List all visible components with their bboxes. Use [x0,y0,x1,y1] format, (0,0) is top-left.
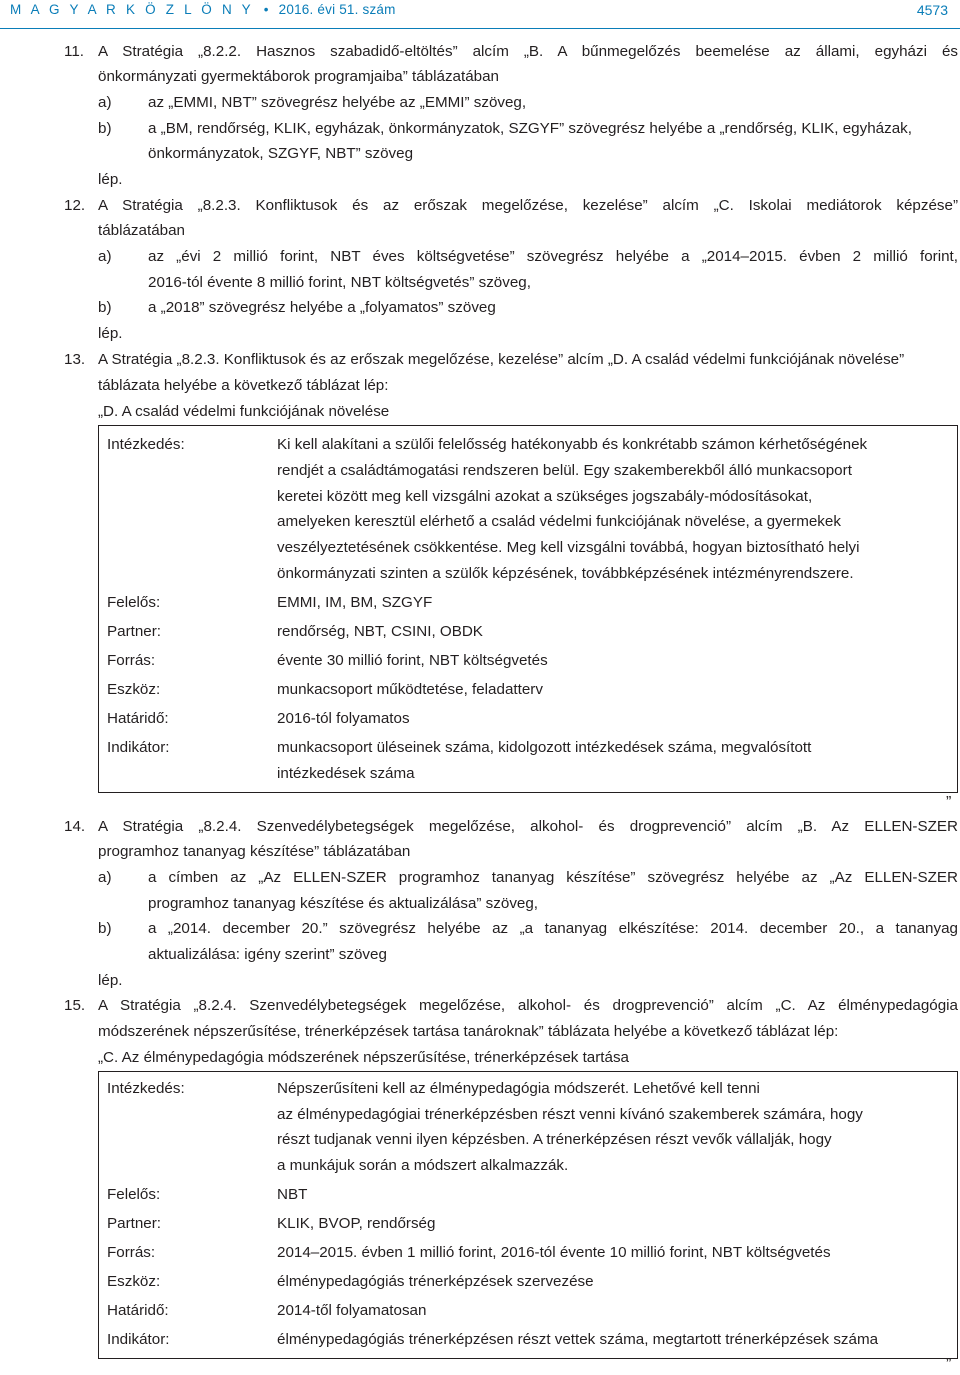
header-divider [0,28,960,29]
list-item-text: a „2018” szövegrész helyébe a „folyamatos” szöveg [148,299,496,316]
indikator-value: élménypedagógiás trénerképzésen részt vettek száma, megtartott trénerképzések száma [277,1331,879,1348]
eszkoz-label: Eszköz: [107,1273,161,1290]
paragraph-line: A Stratégia „8.2.3. Konfliktusok és az erőszak megelőzése, kezelése” alcím „C. Iskolai mediátorok képzése” [98,197,958,214]
closing-quote: ” [946,1356,952,1373]
hatarido-label: Határidő: [107,710,169,727]
paragraph-line: táblázatában [98,222,185,239]
partner-label: Partner: [107,1215,162,1232]
intezkedes-label: Intézkedés: [107,436,185,453]
intezkedes-line: Ki kell alakítani a szülői felelősség hatékonyabb és konkrétabb számon kérhetőségének [277,436,868,453]
list-item-text: 2016-tól évente 8 millió forint, NBT költségvetés” szöveg, [148,274,531,291]
list-label: a) [98,869,112,886]
intezkedes-line: veszélyeztetésének csökkentése. Meg kell vizsgálni továbbá, hogyan biztosítható helyi [277,539,860,556]
felelos-label: Felelős: [107,1186,161,1203]
list-label: b) [98,920,112,937]
item-number: 12. [64,197,86,214]
eszkoz-label: Eszköz: [107,681,161,698]
journal-name: M A G Y A R K Ö Z L Ö N Y [10,2,254,17]
eszkoz-value: élménypedagógiás trénerképzések szervezése [277,1273,594,1290]
page-number: 4573 [916,2,948,18]
indikator-label: Indikátor: [107,739,170,756]
lep-text: lép. [98,325,123,342]
paragraph-line: A Stratégia „8.2.4. Szenvedélybetegségek megelőzése, alkohol- és drogprevenció” alcím „B. Az ELLEN-SZER [98,818,958,835]
partner-label: Partner: [107,623,162,640]
felelos-value: EMMI, IM, BM, SZGYF [277,594,433,611]
item-number: 15. [64,997,86,1014]
list-item-text: önkormányzatok, SZGYF, NBT” szöveg [148,145,414,162]
paragraph-line: módszerének népszerűsítése, trénerképzések tartása tanároknak” táblázata helyébe a következő táblázat lép: [98,1023,839,1040]
lep-text: lép. [98,972,123,989]
list-label: b) [98,299,112,316]
intezkedes-line: amelyeken keresztül elérhető a család védelmi funkciójának növelése, a gyermekek [277,513,841,530]
paragraph-line: önkormányzati gyermektáborok programjaiba” táblázatában [98,68,499,85]
header-bullet: • [263,2,269,17]
table-title: „D. A család védelmi funkciójának növelése [98,403,390,420]
paragraph-line: A Stratégia „8.2.4. Szenvedélybetegségek megelőzése, alkohol- és drogprevenció” alcím „C. Az élménypedagógia [98,997,958,1014]
partner-value: KLIK, BVOP, rendőrség [277,1215,436,1232]
item-number: 13. [64,351,86,368]
intezkedes-label: Intézkedés: [107,1080,185,1097]
list-label: a) [98,94,112,111]
table-title: „C. Az élménypedagógia módszerének népszerűsítése, trénerképzések tartása [98,1049,630,1066]
list-label: b) [98,120,112,137]
list-label: a) [98,248,112,265]
list-item-text: az „évi 2 millió forint, NBT éves költségvetése” szövegrész helyébe a „2014–2015. évben 2 millió forint, [148,248,958,265]
indikator-line: intézkedések száma [277,765,415,782]
paragraph-line: programhoz tananyag készítése” táblázatában [98,843,411,860]
forras-label: Forrás: [107,1244,156,1261]
intezkedes-line: rendjét a családtámogatási rendszeren belül. Egy szakemberekből álló munkacsoport [277,462,852,479]
forras-value: 2014–2015. évben 1 millió forint, 2016-tól évente 10 millió forint, NBT költségvetés [277,1244,831,1261]
paragraph-line: A Stratégia „8.2.3. Konfliktusok és az erőszak megelőzése, kezelése” alcím „D. A család védelmi funkciójának növelése” [98,351,905,368]
felelos-value: NBT [277,1186,308,1203]
eszkoz-value: munkacsoport működtetése, feladatterv [277,681,543,698]
item-number: 11. [64,43,84,60]
list-item-text: a „BM, rendőrség, KLIK, egyházak, önkormányzatok, SZGYF” szövegrész helyébe a „rendőrség, KLIK, egyházak, [148,120,912,137]
list-item-text: a „2014. december 20.” szövegrész helyébe az „a tananyag elkészítése: 2014. december 20., a tananyag [148,920,958,937]
hatarido-value: 2014-től folyamatosan [277,1302,427,1319]
intezkedes-line: önkormányzati szinten a szülők képzésének, továbbképzésének intézményrendszere. [277,565,854,582]
indikator-line: munkacsoport üléseinek száma, kidolgozott intézkedések száma, megvalósított [277,739,812,756]
intezkedes-line: az élménypedagógiai trénerképzésben részt venni kívánó szakemberek számára, hogy [277,1106,863,1123]
indikator-label: Indikátor: [107,1331,170,1348]
intezkedes-line: keretei között meg kell vizsgálni azokat a szükséges jogszabály-módosításokat, [277,488,813,505]
intezkedes-line: Népszerűsíteni kell az élménypedagógia módszerét. Lehetővé kell tenni [277,1080,760,1097]
list-item-text: az „EMMI, NBT” szövegrész helyébe az „EMMI” szöveg, [148,94,527,111]
partner-value: rendőrség, NBT, CSINI, OBDK [277,623,483,640]
forras-value: évente 30 millió forint, NBT költségvetés [277,652,548,669]
issue-label: 2016. évi 51. szám [278,2,396,17]
list-item-text: a címben az „Az ELLEN-SZER programhoz tananyag készítése” szövegrész helyébe az „Az ELLEN-SZER [148,869,958,886]
intezkedes-line: a munkájuk során a módszert alkalmazzák. [277,1157,569,1174]
journal-title [10,2,396,17]
paragraph-line: táblázata helyébe a következő táblázat lép: [98,377,389,394]
page-header [0,0,960,32]
list-item-text: aktualizálása: igény szerint” szöveg [148,946,387,963]
item-number: 14. [64,818,86,835]
closing-quote: ” [946,794,952,811]
hatarido-label: Határidő: [107,1302,169,1319]
intezkedes-line: részt tudjanak venni ilyen képzésben. A trénerképzésen részt vevők vállalják, hogy [277,1131,832,1148]
lep-text: lép. [98,171,123,188]
forras-label: Forrás: [107,652,156,669]
list-item-text: programhoz tananyag készítése és aktualizálása” szöveg, [148,895,539,912]
hatarido-value: 2016-tól folyamatos [277,710,410,727]
felelos-label: Felelős: [107,594,161,611]
paragraph-line: A Stratégia „8.2.2. Hasznos szabadidő-eltöltés” alcím „B. A bűnmegelőzés beemelése az állami, egyházi és [98,43,958,60]
